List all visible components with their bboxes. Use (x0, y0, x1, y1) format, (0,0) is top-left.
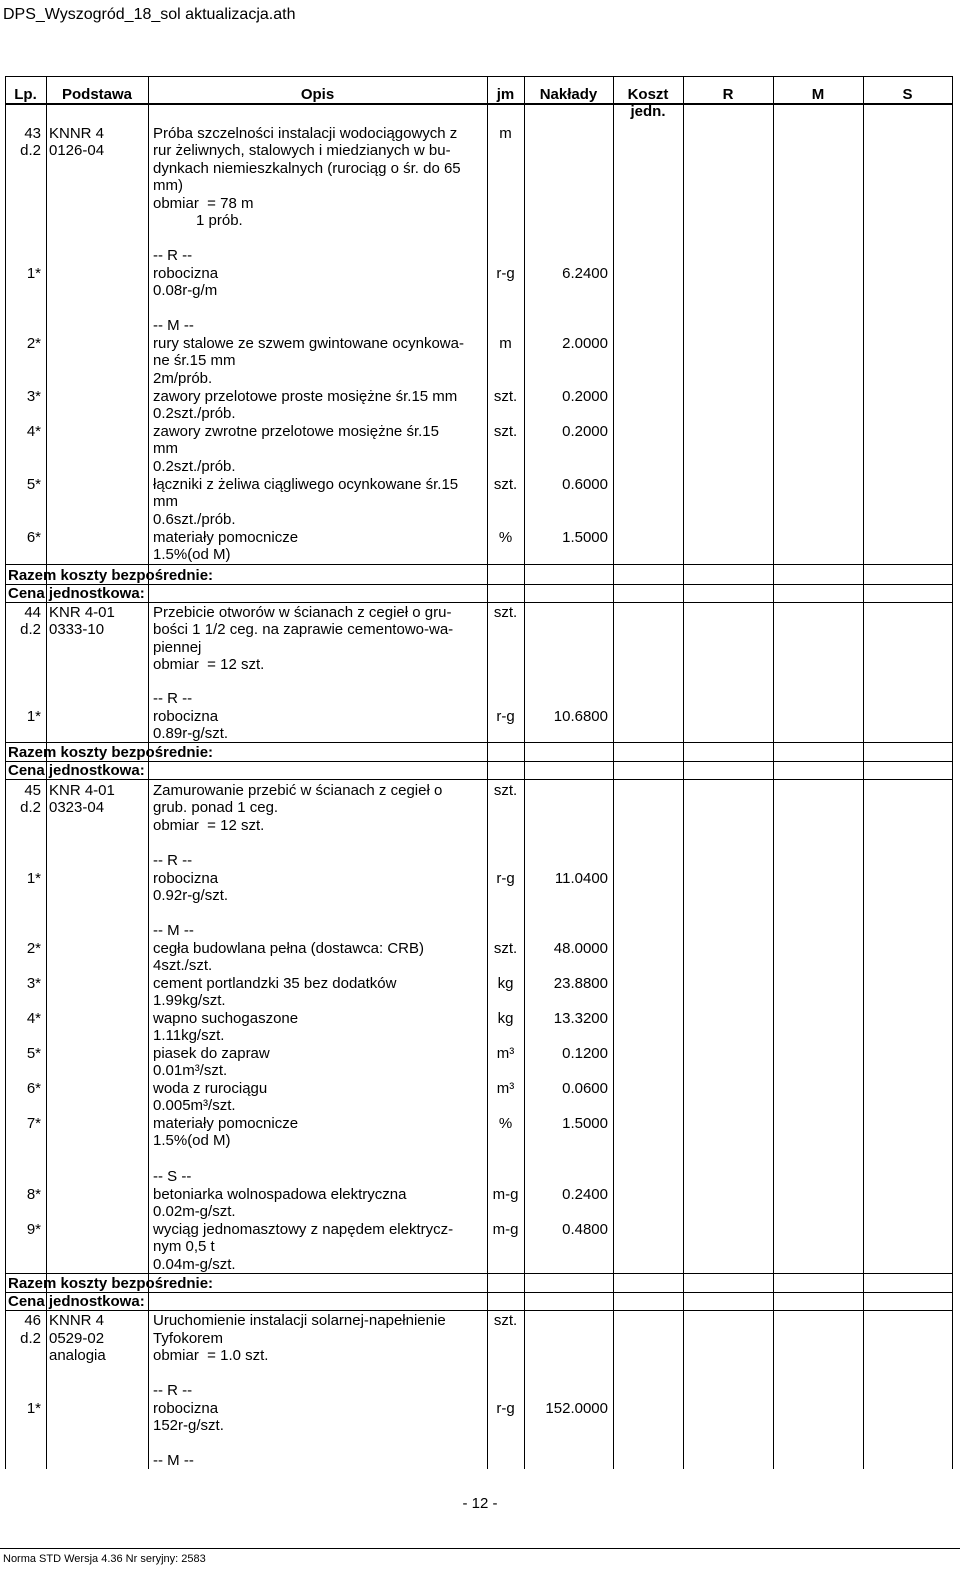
item-quantity: 48.0000 (553, 940, 608, 957)
item-lp: 1* (26, 265, 41, 282)
item-quantity: 0.2000 (562, 388, 608, 405)
row-divider (5, 1310, 953, 1311)
header-naklady: Nakłady (539, 86, 598, 103)
item-unit: szt. (493, 476, 518, 493)
item-quantity: 0.6000 (562, 476, 608, 493)
section-label-s: -- S -- (153, 1168, 192, 1185)
section-label-r: -- R -- (153, 247, 193, 264)
position-description: bości 1 1/2 ceg. na zaprawie cementowo-wa- (153, 621, 454, 638)
position-description: Przebicie otworów w ścianach z cegieł o gru- (153, 604, 452, 621)
item-norm: 0.08r-g/m (153, 282, 218, 299)
col-divider (613, 76, 614, 1469)
col-divider (487, 76, 488, 1469)
position-base: 0529-02 (49, 1330, 105, 1347)
position-obmiar: obmiar = 12 szt. (153, 656, 265, 673)
position-base: 0333-10 (49, 621, 105, 638)
section-label-r: -- R -- (153, 690, 193, 707)
position-base: KNNR 4 (49, 1312, 105, 1329)
position-number: 45 (24, 782, 41, 799)
position-number-sub: d.2 (20, 1330, 41, 1347)
header-lp: Lp. (14, 86, 37, 103)
page-number: - 12 - (462, 1495, 498, 1512)
position-number-sub: d.2 (20, 799, 41, 816)
item-name: wapno suchogaszone (153, 1010, 299, 1027)
position-base: 0126-04 (49, 142, 105, 159)
position-description: grub. ponad 1 ceg. (153, 799, 279, 816)
row-divider (5, 1273, 953, 1274)
item-unit: % (498, 1115, 513, 1132)
item-name: wyciąg jednomasztowy z napędem elektrycz- (153, 1221, 454, 1238)
row-divider (5, 1292, 953, 1293)
item-lp: 1* (26, 1400, 41, 1417)
item-name: materiały pomocnicze (153, 1115, 299, 1132)
item-unit: % (498, 529, 513, 546)
position-base: KNNR 4 (49, 125, 105, 142)
item-name: ne śr.15 mm (153, 352, 236, 369)
item-name: mm (153, 493, 178, 510)
header-koszt-jedn: jedn. (630, 103, 666, 120)
header-podstawa: Podstawa (61, 86, 133, 103)
item-name: zawory zwrotne przelotowe mosiężne śr.15 (153, 423, 439, 440)
row-divider (5, 584, 953, 585)
item-lp: 5* (26, 1045, 41, 1062)
header-opis: Opis (300, 86, 335, 103)
summary-razem: Razem koszty bezpośrednie: (8, 744, 214, 761)
item-lp: 6* (26, 1080, 41, 1097)
item-norm: 152r-g/szt. (153, 1417, 224, 1434)
item-norm: 4szt./szt. (153, 957, 213, 974)
item-quantity: 0.2000 (562, 423, 608, 440)
item-unit: kg (497, 975, 514, 992)
item-norm: 0.04m-g/szt. (153, 1256, 236, 1273)
item-unit: m-g (492, 1186, 519, 1203)
item-unit: r-g (496, 1400, 515, 1417)
item-lp: 9* (26, 1221, 41, 1238)
position-number: 44 (24, 604, 41, 621)
position-description: mm) (153, 177, 183, 194)
item-lp: 4* (26, 1010, 41, 1027)
row-divider (5, 742, 953, 743)
header-m: M (811, 86, 825, 103)
item-name: robocizna (153, 265, 219, 282)
item-name: zawory przelotowe proste mosiężne śr.15 mm (153, 388, 458, 405)
col-divider (863, 76, 864, 1469)
item-name: piasek do zapraw (153, 1045, 270, 1062)
summary-cena: Cena jednostkowa: (8, 1293, 145, 1310)
item-unit: m³ (496, 1045, 515, 1062)
position-unit: m (499, 125, 512, 142)
position-base: KNR 4-01 (49, 782, 115, 799)
header-r: R (722, 86, 734, 103)
item-quantity: 0.1200 (562, 1045, 608, 1062)
item-lp: 2* (26, 940, 41, 957)
section-label-m: -- M -- (153, 1452, 194, 1469)
item-unit: r-g (496, 265, 515, 282)
item-name: woda z rurociągu (153, 1080, 268, 1097)
table-left-border (5, 76, 6, 1469)
item-norm: 1.5%(od M) (153, 546, 231, 563)
item-lp: 3* (26, 388, 41, 405)
position-unit: szt. (493, 604, 518, 621)
document-title: DPS_Wyszogród_18_sol aktualizacja.ath (3, 6, 296, 23)
item-quantity: 152.0000 (545, 1400, 608, 1417)
row-divider (5, 602, 953, 603)
item-norm: 1.99kg/szt. (153, 992, 226, 1009)
position-number: 46 (24, 1312, 41, 1329)
item-norm: 1.11kg/szt. (153, 1027, 225, 1044)
item-unit: szt. (493, 423, 518, 440)
col-divider (683, 76, 684, 1469)
position-number-sub: d.2 (20, 142, 41, 159)
header-koszt: Koszt (627, 86, 669, 103)
item-name: materiały pomocnicze (153, 529, 299, 546)
item-lp: 1* (26, 870, 41, 887)
item-lp: 6* (26, 529, 41, 546)
position-obmiar: obmiar = 12 szt. (153, 817, 265, 834)
item-lp: 1* (26, 708, 41, 725)
item-unit: r-g (496, 708, 515, 725)
item-quantity: 23.8800 (553, 975, 608, 992)
item-name: betoniarka wolnospadowa elektryczna (153, 1186, 407, 1203)
summary-cena: Cena jednostkowa: (8, 762, 145, 779)
item-quantity: 13.3200 (553, 1010, 608, 1027)
col-divider (773, 76, 774, 1469)
item-quantity: 2.0000 (562, 335, 608, 352)
position-description: Zamurowanie przebić w ścianach z cegieł o (153, 782, 443, 799)
item-unit: r-g (496, 870, 515, 887)
item-norm: 0.2szt./prób. (153, 405, 236, 422)
section-label-m: -- M -- (153, 922, 194, 939)
item-name: mm (153, 440, 178, 457)
item-quantity: 10.6800 (553, 708, 608, 725)
item-norm: 0.02m-g/szt. (153, 1203, 236, 1220)
item-name: cegła budowlana pełna (dostawca: CRB) (153, 940, 424, 957)
summary-cena: Cena jednostkowa: (8, 585, 145, 602)
item-quantity: 6.2400 (562, 265, 608, 282)
item-norm: 0.2szt./prób. (153, 458, 236, 475)
summary-razem: Razem koszty bezpośrednie: (8, 567, 214, 584)
position-number-sub: d.2 (20, 621, 41, 638)
item-unit: szt. (493, 388, 518, 405)
summary-razem: Razem koszty bezpośrednie: (8, 1275, 214, 1292)
item-unit: szt. (493, 940, 518, 957)
position-description: Próba szczelności instalacji wodociągowych z (153, 125, 458, 142)
item-lp: 7* (26, 1115, 41, 1132)
header-jm: jm (496, 86, 515, 103)
item-lp: 3* (26, 975, 41, 992)
position-obmiar-unit: 1 prób. (196, 212, 243, 229)
position-description: Uruchomienie instalacji solarnej-napełnienie (153, 1312, 446, 1329)
item-norm: 1.5%(od M) (153, 1132, 231, 1149)
position-unit: szt. (493, 1312, 518, 1329)
col-divider (148, 76, 149, 1469)
col-divider (524, 76, 525, 1469)
item-name: cement portlandzki 35 bez dodatków (153, 975, 397, 992)
item-quantity: 0.2400 (562, 1186, 608, 1203)
item-unit: kg (497, 1010, 514, 1027)
item-norm: 0.01m³/szt. (153, 1062, 228, 1079)
item-norm: 0.89r-g/szt. (153, 725, 229, 742)
footer-divider (0, 1548, 960, 1549)
row-divider (5, 761, 953, 762)
item-lp: 2* (26, 335, 41, 352)
item-lp: 8* (26, 1186, 41, 1203)
item-name: robocizna (153, 1400, 219, 1417)
item-unit: m³ (496, 1080, 515, 1097)
item-name: nym 0,5 t (153, 1238, 215, 1255)
position-description: piennej (153, 639, 202, 656)
item-quantity: 1.5000 (562, 529, 608, 546)
item-quantity: 1.5000 (562, 1115, 608, 1132)
item-norm: 2m/prób. (153, 370, 213, 387)
position-description: dynkach niemieszkalnych (rurociąg o śr. do 65 (153, 160, 461, 177)
position-number: 43 (24, 125, 41, 142)
item-unit: m-g (492, 1221, 519, 1238)
item-quantity: 11.0400 (554, 870, 608, 887)
item-norm: 0.6szt./prób. (153, 511, 236, 528)
item-unit: m (499, 335, 512, 352)
section-label-m: -- M -- (153, 317, 194, 334)
position-obmiar: obmiar = 1.0 szt. (153, 1347, 269, 1364)
item-name: rury stalowe ze szwem gwintowane ocynkowa- (153, 335, 464, 352)
position-description: rur żeliwnych, stalowych i miedzianych w bu- (153, 142, 451, 159)
item-name: robocizna (153, 870, 219, 887)
position-unit: szt. (493, 782, 518, 799)
item-lp: 4* (26, 423, 41, 440)
position-description: Tyfokorem (153, 1330, 224, 1347)
item-quantity: 0.4800 (562, 1221, 608, 1238)
position-base: 0323-04 (49, 799, 105, 816)
header-s: S (902, 86, 913, 103)
item-norm: 0.92r-g/szt. (153, 887, 229, 904)
item-norm: 0.005m³/szt. (153, 1097, 236, 1114)
position-obmiar: obmiar = 78 m (153, 195, 254, 212)
footer-software: Norma STD Wersja 4.36 Nr seryjny: 2583 (3, 1553, 206, 1565)
item-name: łączniki z żeliwa ciągliwego ocynkowane śr.15 (153, 476, 459, 493)
row-divider (5, 564, 953, 565)
row-divider (5, 779, 953, 780)
table-right-border (952, 76, 953, 1469)
position-base: KNR 4-01 (49, 604, 115, 621)
item-quantity: 0.0600 (562, 1080, 608, 1097)
section-label-r: -- R -- (153, 1382, 193, 1399)
section-label-r: -- R -- (153, 852, 193, 869)
position-base: analogia (49, 1347, 106, 1364)
item-name: robocizna (153, 708, 219, 725)
item-lp: 5* (26, 476, 41, 493)
